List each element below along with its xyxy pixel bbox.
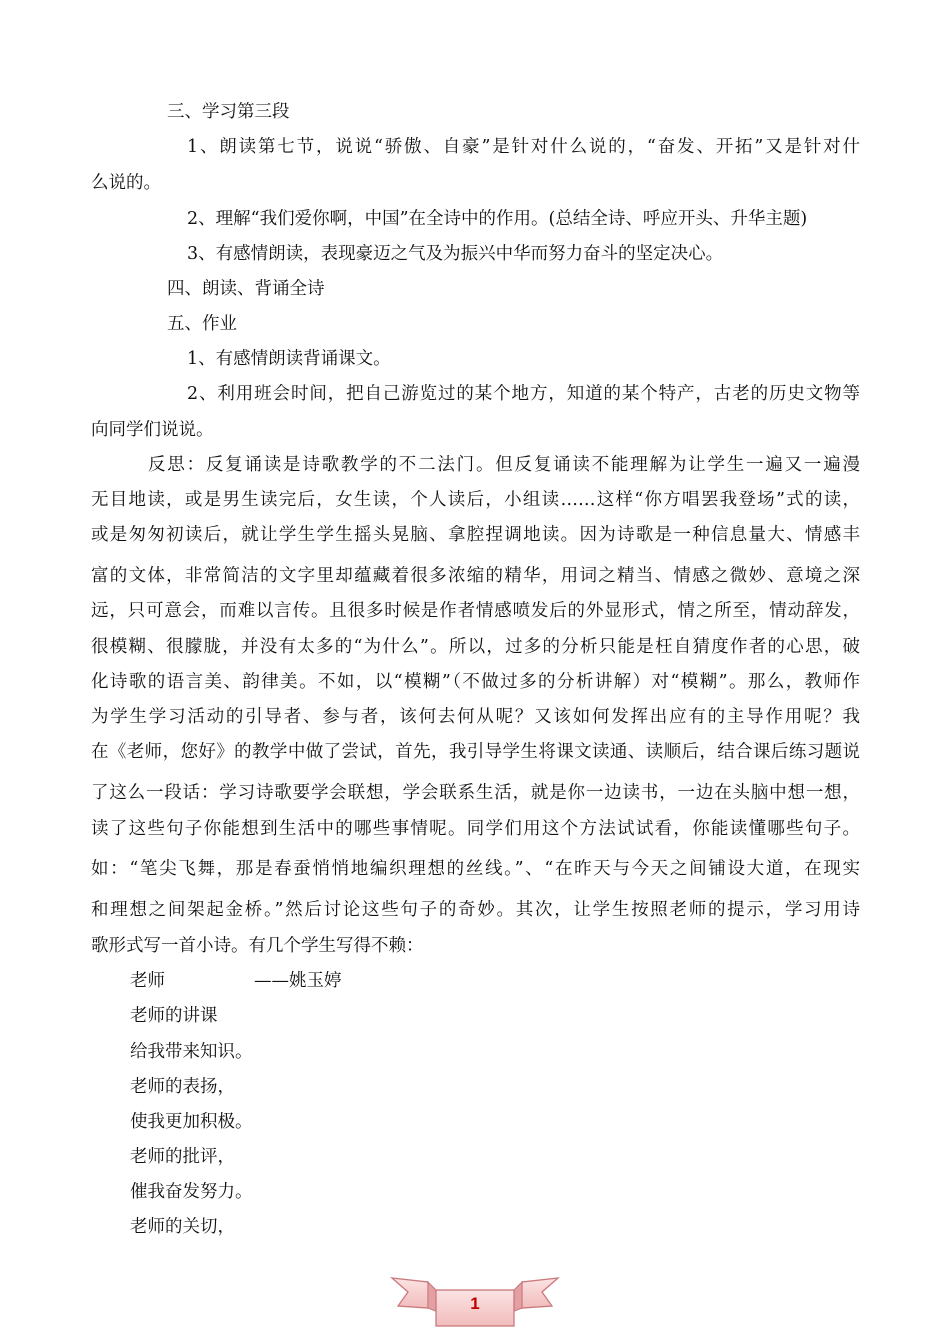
paragraph-line: 1、朗读第七节，说说“骄傲、自豪”是针对什么说的，“奋发、开拓”又是针对什 [187, 137, 860, 157]
reflection-line: 无目地读，或是男生读完后，女生读，个人读后，小组读……这样“你方唱罢我登场”式的读， [91, 490, 860, 510]
poem-line: 使我更加积极。 [130, 1112, 253, 1132]
poem-line: 老师的关切， [130, 1217, 235, 1237]
reflection-line: 在《老师，您好》的教学中做了尝试，首先，我引导学生将课文读通、读顺后，结合课后练习题说 [91, 742, 860, 762]
reflection-line: 歌形式写一首小诗。有几个学生写得不赖： [91, 936, 424, 956]
homework-item-2: 2、利用班会时间，把自己游览过的某个地方，知道的某个特产，古老的历史文物等 [187, 384, 860, 404]
section-heading-4: 四、朗读、背诵全诗 [167, 279, 325, 299]
reflection-line: 远，只可意会，而难以言传。且很多时候是作者情感喷发后的外显形式，情之所至，情动辞发， [91, 601, 860, 621]
reflection-line: 如：“笔尖飞舞，那是春蚕悄悄地编织理想的丝线。”、“在昨天与今天之间铺设大道，在现实 [91, 859, 860, 879]
reflection-line: 了这么一段话：学习诗歌要学会联想，学会联系生活，就是你一边读书，一边在头脑中想一想， [91, 783, 860, 803]
paragraph-line: 3、有感情朗读，表现豪迈之气及为振兴中华而努力奋斗的坚定决心。 [187, 244, 724, 264]
paragraph-line: 向同学们说说。 [91, 420, 214, 440]
poem-line: 老师的讲课 [130, 1006, 218, 1026]
poem-author: ——姚玉婷 [254, 971, 342, 991]
paragraph-line: 2、理解“我们爱你啊，中国”在全诗中的作用。(总结全诗、呼应开头、升华主题) [187, 209, 808, 229]
reflection-line: 很模糊、很朦胧，并没有太多的“为什么”。所以，过多的分析只能是枉自猜度作者的心思，破 [91, 637, 860, 657]
poem-line: 给我带来知识。 [130, 1042, 253, 1062]
poem-line: 老师的批评， [130, 1147, 235, 1167]
page-footer [390, 1272, 560, 1330]
reflection-line: 和理想之间架起金桥。”然后讨论这些句子的奇妙。其次，让学生按照老师的提示，学习用诗 [91, 900, 860, 920]
homework-item-1: 1、有感情朗读背诵课文。 [187, 349, 391, 369]
reflection-line: 反思：反复诵读是诗歌教学的不二法门。但反复诵读不能理解为让学生一遍又一遍漫 [148, 455, 860, 475]
page-number: 1 [470, 1294, 480, 1313]
reflection-line: 富的文体，非常简洁的文字里却蕴藏着很多浓缩的精华，用词之精当、情感之微妙、意境之深 [91, 566, 860, 586]
poem-line: 老师的表扬， [130, 1077, 235, 1097]
reflection-line: 为学生学习活动的引导者、参与者，该何去何从呢？又该如何发挥出应有的主导作用呢？我 [91, 707, 860, 727]
poem-line: 催我奋发努力。 [130, 1182, 253, 1202]
section-heading-3: 三、学习第三段 [167, 102, 290, 122]
poem-title: 老师 [130, 971, 165, 991]
section-heading-5: 五、作业 [167, 314, 237, 334]
reflection-line: 读了这些句子你能想到生活中的哪些事情呢。同学们用这个方法试试看，你能读懂哪些句子。 [91, 819, 860, 839]
reflection-line: 化诗歌的语言美、韵律美。不如，以“模糊”（不做过多的分析讲解）对“模糊”。那么，教师作 [91, 672, 860, 692]
paragraph-line: 么说的。 [91, 173, 161, 193]
reflection-line: 或是匆匆初读后，就让学生学生摇头晃脑、拿腔捏调地读。因为诗歌是一种信息量大、情感丰 [91, 525, 860, 545]
